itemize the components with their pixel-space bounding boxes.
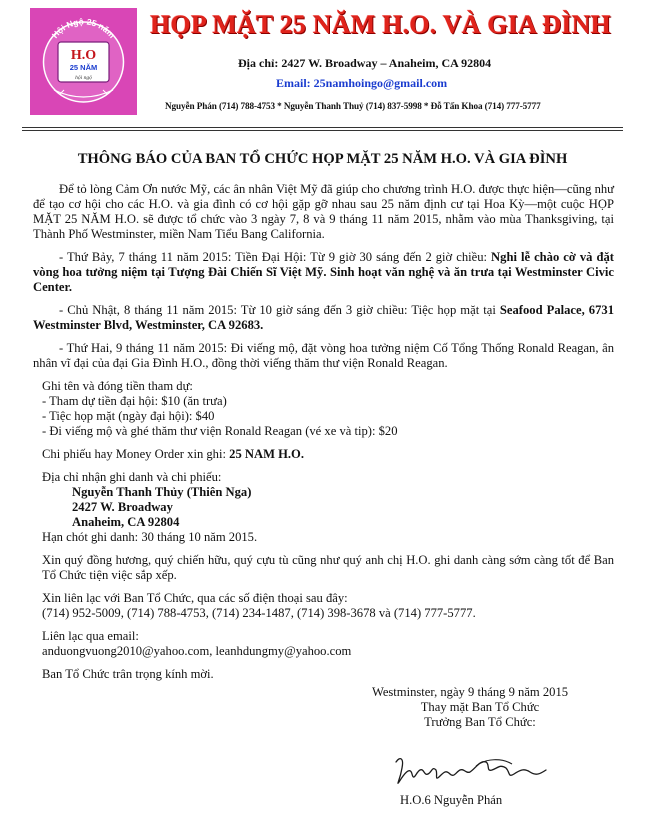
mailing-name: Nguyễn Thanh Thủy (Thiên Nga) xyxy=(72,485,252,499)
mailing-street: 2427 W. Broadway xyxy=(72,500,173,514)
event-logo xyxy=(30,8,137,115)
fee-item: - Tiệc họp mặt (ngày đại hội): $40 xyxy=(42,409,215,423)
signature-on-behalf: Thay mặt Ban Tổ Chức xyxy=(420,700,540,714)
day2-text: - Chủ Nhật, 8 tháng 11 năm 2015: Từ 10 giờ sáng đến 3 giờ chiều: Tiệc họp mặt tại xyxy=(59,303,500,317)
header-divider xyxy=(22,127,623,128)
notice-body xyxy=(33,182,614,682)
logo-top-text: Hội Ngộ 25 năm xyxy=(49,16,118,41)
signature-place-date: Westminster, ngày 9 tháng 9 năm 2015 xyxy=(371,685,569,699)
day1-highlight: Nghi lễ chào cờ và đặt vòng hoa tưởng niệm tại Tượng Đài Chiến Sĩ Việt Mỹ. Sinh hoạt văn nghệ và ăn trưa tại Westminster Civic Center. xyxy=(33,250,614,294)
organizer-address: Địa chỉ: 2427 W. Broadway – Anaheim, CA 92804 xyxy=(238,56,492,70)
signature-role: Trưởng Ban Tổ Chức: xyxy=(424,715,536,729)
event-title: HỌP MẶT 25 NĂM H.O. VÀ GIA ĐÌNH xyxy=(150,10,611,39)
day3-paragraph: - Thứ Hai, 9 tháng 11 năm 2015: Đi viếng mộ, đặt vòng hoa tưởng niệm Cố Tổng Thống Ronald Reagan, ân nhân vĩ đại của đại Gia Đình H.O., đồng thời viếng thăm thư viện Ronald Reagan. xyxy=(33,341,614,370)
logo-badge-small: hội ngộ xyxy=(75,75,92,81)
day1-paragraph xyxy=(33,250,614,295)
fee-item: - Đi viếng mộ và ghé thăm thư viện Ronald Reagan (vé xe và tip): $20 xyxy=(42,424,398,438)
phone-heading: Xin liên lạc với Ban Tổ Chức, qua các số điện thoại sau đây: xyxy=(42,591,348,605)
logo-badge-main: H.O xyxy=(70,48,97,63)
mailing-city: Anaheim, CA 92804 xyxy=(72,515,180,529)
mailing-heading: Địa chỉ nhận ghi danh và chi phiếu: xyxy=(42,470,222,484)
registration-deadline: Hạn chót ghi danh: 30 tháng 10 năm 2015. xyxy=(42,530,258,544)
email-section xyxy=(33,629,614,659)
header-divider-secondary xyxy=(22,130,623,131)
signature-block xyxy=(371,685,580,730)
fees-heading: Ghi tên và đóng tiền tham dự: xyxy=(42,379,193,393)
phone-section xyxy=(33,591,614,621)
logo-graphic xyxy=(30,8,137,115)
notice-title: THÔNG BÁO CỦA BAN TỔ CHỨC HỌP MẶT 25 NĂM H.O. VÀ GIA ĐÌNH xyxy=(77,151,568,167)
fees-section xyxy=(33,379,614,439)
email-addresses[interactable]: anduongvuong2010@yahoo.com, leanhdungmy@yahoo.com xyxy=(42,644,352,658)
organizer-email[interactable]: Email: 25namhoingo@gmail.com xyxy=(276,76,448,90)
phone-numbers: (714) 952-5009, (714) 788-4753, (714) 234-1487, (714) 398-3678 và (714) 777-5777. xyxy=(42,606,476,620)
day1-text: - Thứ Bảy, 7 tháng 11 năm 2015: Tiền Đại Hội: Từ 9 giờ 30 sáng đến 2 giờ chiều: xyxy=(59,250,492,264)
invitation-paragraph: Xin quý đồng hương, quý chiến hữu, quý cựu tù cũng như quý anh chị H.O. ghi danh càng sớm càng tốt để Ban Tổ Chức tiện việc sắp xếp. xyxy=(42,553,614,582)
fee-item: - Tham dự tiền đại hội: $10 (ăn trưa) xyxy=(42,394,227,408)
organizer-contacts: Nguyễn Phán (714) 788-4753 * Nguyễn Thanh Thuỷ (714) 837-5998 * Đỗ Tấn Khoa (714) 777-5777 xyxy=(165,101,541,111)
signatory-name: H.O.6 Nguyễn Phán xyxy=(400,793,503,807)
day2-paragraph xyxy=(33,303,614,333)
closing-line: Ban Tổ Chức trân trọng kính mời. xyxy=(42,667,214,681)
mailing-section xyxy=(33,470,614,545)
intro-paragraph: Để tỏ lòng Cảm Ơn nước Mỹ, các ân nhân Việt Mỹ đã giúp cho chương trình H.O. được thực hiện—cũng như để tạo cơ hội cho các H.O. và gia đình có cơ hội gặp gỡ nhau sau 25 năm định cư tại Hoa Kỳ—một cuộc HỌP MẶT 25 NĂM H.O. sẽ được tổ chức vào 3 ngày 7, 8 và 9 tháng 11 năm 2015, nhằm vào mùa Thanksgiving, tại Thành Phố Westminster, miền Nam Tiểu Bang California. xyxy=(33,182,614,241)
email-heading: Liên lạc qua email: xyxy=(42,629,139,643)
handwritten-signature xyxy=(390,752,560,792)
payment-payee: 25 NAM H.O. xyxy=(229,447,304,461)
payment-text: Chi phiếu hay Money Order xin ghi: xyxy=(42,447,230,461)
logo-badge-sub: 25 NĂM xyxy=(69,63,98,72)
payment-line xyxy=(33,447,614,462)
day2-venue: Seafood Palace, 6731 Westminster Blvd, Westminster, CA 92683. xyxy=(33,303,614,332)
